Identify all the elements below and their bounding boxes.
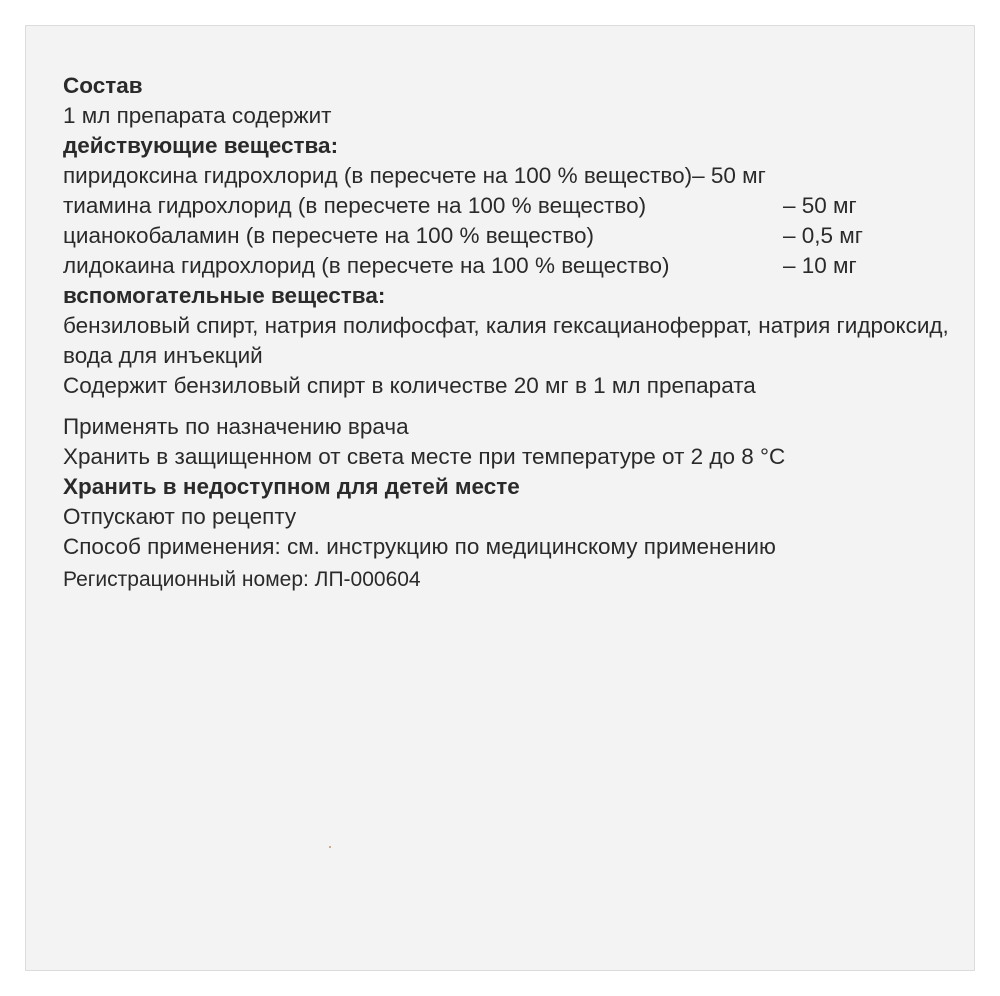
dispensing-text: Отпускают по рецепту: [63, 504, 297, 529]
active-substance-dose: – 50 мг: [783, 193, 857, 218]
active-substance-dose: – 50 мг: [692, 163, 766, 188]
spacer: [63, 401, 953, 412]
active-substance-name: лидокаина гидрохлорид (в пересчете на 100 % вещество): [63, 253, 670, 278]
storage-text: Хранить в защищенном от света месте при температуре от 2 до 8 °С: [63, 444, 786, 469]
active-substance-row: [63, 191, 953, 221]
method-of-use-text: Способ применения: см. инструкцию по медицинскому применению: [63, 534, 776, 559]
print-speck: [329, 846, 331, 848]
active-substance-name: пиридоксина гидрохлорид (в пересчете на 100 % вещество): [63, 163, 693, 188]
active-substance-row: [63, 251, 953, 281]
prescription-use-text: Применять по назначению врача: [63, 414, 409, 439]
composition-intro: 1 мл препарата содержит: [63, 103, 332, 128]
composition-heading: Состав: [63, 73, 143, 98]
active-substances-heading: действующие вещества:: [63, 133, 339, 158]
active-substance-name: тиамина гидрохлорид (в пересчете на 100 % вещество): [63, 193, 647, 218]
label-content: [63, 71, 953, 595]
active-substance-dose: – 0,5 мг: [783, 223, 863, 248]
active-substance-row: [63, 161, 953, 191]
active-substance-dose: – 10 мг: [783, 253, 857, 278]
registration-number: Регистрационный номер: ЛП-000604: [63, 568, 421, 591]
excipients-heading: вспомогательные вещества:: [63, 283, 386, 308]
benzyl-alcohol-note: Содержит бензиловый спирт в количестве 20 мг в 1 мл препарата: [63, 373, 756, 398]
label-panel: [25, 25, 975, 971]
excipients-text: бензиловый спирт, натрия полифосфат, калия гексацианоферрат, натрия гидроксид, вода для инъекций: [63, 313, 949, 368]
children-warning-text: Хранить в недоступном для детей месте: [63, 474, 520, 499]
active-substance-name: цианокобаламин (в пересчете на 100 % вещество): [63, 223, 594, 248]
active-substance-row: [63, 221, 953, 251]
